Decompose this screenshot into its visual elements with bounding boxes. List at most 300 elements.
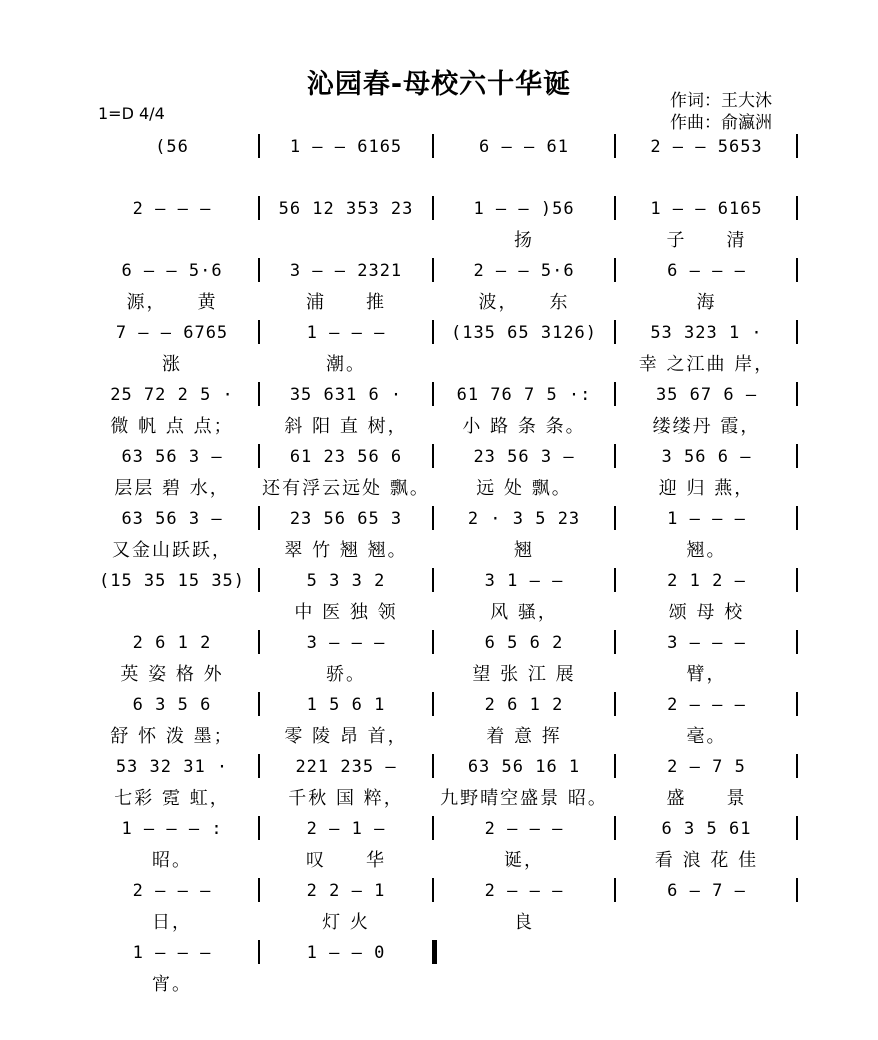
lyric-text: 七彩 霓 虹， (114, 788, 230, 809)
key-signature: 1=D 4/4 (98, 104, 165, 123)
measure-notes (262, 132, 430, 162)
notation-row (0, 256, 878, 286)
measure-lyrics (262, 782, 430, 812)
score-system (0, 876, 878, 936)
measure-lyrics (86, 410, 258, 440)
lyric-text: 望 张 江 展 (472, 664, 576, 685)
barline (614, 878, 616, 902)
measure-notes (262, 814, 430, 844)
measure-notes (436, 380, 612, 410)
lyric-row (0, 286, 878, 316)
lyric-row (0, 472, 878, 502)
note-text: (56 (155, 137, 189, 157)
barline (796, 258, 798, 282)
measure-lyrics (86, 534, 258, 564)
measure-lyrics (436, 472, 612, 502)
measure-notes (436, 752, 612, 782)
barline (258, 568, 260, 592)
measure-notes (436, 876, 612, 906)
barline (614, 444, 616, 468)
measure-notes (86, 194, 258, 224)
measure-lyrics (618, 534, 795, 564)
lyric-text: 良 (514, 912, 534, 933)
measure-lyrics (618, 844, 795, 874)
note-text: 5 3 3 2 (306, 571, 386, 591)
barline (432, 754, 434, 778)
note-text: 3 56 6 — (661, 447, 752, 467)
lyric-text: 昭。 (152, 850, 192, 871)
note-text: 35 67 6 — (655, 385, 758, 405)
lyric-row (0, 348, 878, 378)
measure-lyrics (86, 472, 258, 502)
barline (796, 196, 798, 220)
measure-notes (618, 194, 795, 224)
note-text: 1 — — 6165 (289, 137, 403, 157)
barline (258, 692, 260, 716)
lyric-text: 小 路 条 条。 (462, 416, 586, 437)
barline (258, 134, 260, 158)
note-text: 53 32 31 · (115, 757, 229, 777)
lyric-text: 翘 (514, 540, 534, 561)
barline (432, 630, 434, 654)
measure-notes (86, 690, 258, 720)
measure-lyrics (436, 286, 612, 316)
barline (258, 196, 260, 220)
barline (796, 382, 798, 406)
note-text: 2 — 7 5 (667, 757, 746, 777)
measure-notes (86, 566, 258, 596)
barline (614, 506, 616, 530)
barline (614, 816, 616, 840)
notation-row (0, 814, 878, 844)
measure-lyrics (618, 410, 795, 440)
score-system (0, 442, 878, 502)
barline (258, 258, 260, 282)
barline (432, 196, 434, 220)
note-text: 2 2 — 1 (306, 881, 386, 901)
lyric-text: 浦 推 (306, 292, 386, 313)
measure-lyrics (618, 472, 795, 502)
lyric-text: 叹 华 (306, 850, 386, 871)
measure-notes (262, 566, 430, 596)
measure-lyrics (618, 286, 795, 316)
measure-notes (262, 628, 430, 658)
measure-notes (436, 566, 612, 596)
measure-lyrics (86, 596, 258, 626)
composer-credit: 作曲：俞瀛洲 (670, 113, 772, 133)
score-system (0, 504, 878, 564)
lyric-text: 臂， (686, 664, 727, 685)
score-system (0, 256, 878, 316)
measure-lyrics (436, 534, 612, 564)
note-text: 2 — — — (484, 819, 564, 839)
measure-lyrics (262, 968, 430, 998)
score-system (0, 318, 878, 378)
measure-lyrics (262, 844, 430, 874)
measure-notes (436, 256, 612, 286)
note-text: 7 — — 6765 (115, 323, 229, 343)
lyric-row (0, 224, 878, 254)
measure-lyrics (262, 596, 430, 626)
lyric-text: 舒 怀 泼 墨； (110, 726, 234, 747)
barline (796, 134, 798, 158)
barline (614, 320, 616, 344)
note-text: 3 1 — — (484, 571, 564, 591)
score-system (0, 194, 878, 254)
measure-notes (436, 318, 612, 348)
lyric-row (0, 410, 878, 440)
measure-lyrics (618, 720, 795, 750)
lyric-text: 子 清 (666, 230, 747, 251)
measure-notes (262, 752, 430, 782)
measure-notes (618, 814, 795, 844)
note-text: 1 — — )56 (473, 199, 575, 219)
notation-row (0, 132, 878, 162)
measure-lyrics (436, 596, 612, 626)
note-text: 1 — — — (667, 509, 746, 529)
barline (796, 568, 798, 592)
measure-lyrics (262, 224, 430, 254)
final-barline (432, 940, 437, 964)
barline (258, 940, 260, 964)
note-text: 61 23 56 6 (289, 447, 403, 467)
measure-notes (618, 442, 795, 472)
note-text: 63 56 3 — (121, 447, 223, 467)
measure-lyrics (262, 348, 430, 378)
note-text: 3 — — — (667, 633, 746, 653)
lyric-text: 着 意 挥 (486, 726, 562, 747)
barline (796, 816, 798, 840)
lyric-row (0, 596, 878, 626)
barline (796, 878, 798, 902)
measure-lyrics (86, 844, 258, 874)
measure-notes (86, 442, 258, 472)
lyric-text: 翘。 (686, 540, 727, 561)
note-text: 61 76 7 5 ·: (456, 385, 592, 405)
measure-lyrics (262, 410, 430, 440)
barline (258, 382, 260, 406)
measure-notes (436, 690, 612, 720)
measure-lyrics (436, 906, 612, 936)
score-system (0, 132, 878, 192)
measure-notes (86, 132, 258, 162)
measure-lyrics (86, 286, 258, 316)
measure-notes (436, 814, 612, 844)
lyric-text: 还有浮云远处 飘。 (262, 478, 430, 499)
measure-lyrics (262, 720, 430, 750)
note-text: 6 3 5 6 (132, 695, 212, 715)
barline (258, 754, 260, 778)
lyric-text: 扬 (514, 230, 534, 251)
measure-notes (262, 504, 430, 534)
lyric-text: 风 骚， (490, 602, 558, 623)
lyric-text: 层层 碧 水， (114, 478, 230, 499)
barline (258, 816, 260, 840)
measure-lyrics (618, 224, 795, 254)
barline (432, 320, 434, 344)
lyric-text: 看 浪 花 佳 (654, 850, 759, 871)
notation-row (0, 318, 878, 348)
measure-lyrics (618, 348, 795, 378)
note-text: 6 3 5 61 (661, 819, 752, 839)
barline (432, 506, 434, 530)
barline (796, 444, 798, 468)
barline (614, 196, 616, 220)
measure-notes (86, 752, 258, 782)
measure-notes (618, 690, 795, 720)
lyric-text: 千秋 国 粹， (288, 788, 404, 809)
lyric-text: 迎 归 燕， (658, 478, 755, 499)
measure-lyrics (86, 162, 258, 192)
note-text: 2 — — — (484, 881, 564, 901)
measure-notes (86, 814, 258, 844)
barline (432, 816, 434, 840)
notation-row (0, 752, 878, 782)
lyric-text: 又金山跃跃， (112, 540, 232, 561)
measure-lyrics (262, 534, 430, 564)
measure-lyrics (618, 906, 795, 936)
measure-notes (436, 504, 612, 534)
note-text: 6 — — — (667, 261, 746, 281)
lyric-text: 缕缕丹 霞， (652, 416, 761, 437)
barline (432, 568, 434, 592)
measure-lyrics (86, 224, 258, 254)
note-text: 6 — 7 — (667, 881, 746, 901)
note-text: 2 — — 5·6 (473, 261, 575, 281)
measure-notes (86, 876, 258, 906)
note-text: 2 — — 5653 (650, 137, 763, 157)
barline (432, 258, 434, 282)
measure-notes (86, 318, 258, 348)
measure-lyrics (436, 224, 612, 254)
measure-lyrics (86, 782, 258, 812)
score-system (0, 752, 878, 812)
note-text: 6 5 6 2 (484, 633, 564, 653)
note-text: 1 — — — (306, 323, 386, 343)
measure-notes (618, 504, 795, 534)
page-title: 沁园春-母校六十华诞 (306, 69, 572, 100)
measure-notes (262, 318, 430, 348)
measure-notes (262, 256, 430, 286)
note-text: 35 631 6 · (289, 385, 403, 405)
note-text: 1 5 6 1 (306, 695, 386, 715)
lyric-row (0, 844, 878, 874)
lyric-text: 九野晴空盛景 昭。 (440, 788, 608, 809)
notation-row (0, 566, 878, 596)
note-text: 1 — — — : (121, 819, 223, 839)
barline (614, 568, 616, 592)
note-text: 2 · 3 5 23 (467, 509, 581, 529)
measure-lyrics (262, 472, 430, 502)
measure-notes (618, 380, 795, 410)
barline (432, 134, 434, 158)
lyric-row (0, 968, 878, 998)
lyric-text: 盛 景 (666, 788, 747, 809)
measure-lyrics (436, 348, 612, 378)
notation-row (0, 194, 878, 224)
measure-notes (86, 380, 258, 410)
measure-notes (618, 256, 795, 286)
barline (432, 878, 434, 902)
measure-notes (262, 938, 430, 968)
measure-lyrics (86, 906, 258, 936)
measure-lyrics (86, 968, 258, 998)
barline (614, 754, 616, 778)
note-text: 25 72 2 5 · (110, 385, 234, 405)
measure-lyrics (436, 162, 612, 192)
barline (796, 630, 798, 654)
lyric-row (0, 658, 878, 688)
note-text: 2 6 1 2 (132, 633, 212, 653)
notation-row (0, 938, 878, 968)
note-text: 63 56 3 — (121, 509, 223, 529)
score-system (0, 690, 878, 750)
measure-notes (436, 132, 612, 162)
barline (432, 444, 434, 468)
lyric-text: 零 陵 昂 首， (284, 726, 408, 747)
barline (432, 382, 434, 406)
measure-notes (262, 380, 430, 410)
measure-notes (86, 256, 258, 286)
measure-notes (436, 628, 612, 658)
lyric-text: 中 医 独 领 (294, 602, 398, 623)
measure-notes (262, 442, 430, 472)
lyric-row (0, 782, 878, 812)
measure-lyrics (618, 658, 795, 688)
measure-lyrics (436, 782, 612, 812)
lyric-row (0, 534, 878, 564)
measure-lyrics (86, 658, 258, 688)
lyric-text: 潮。 (326, 354, 366, 375)
note-text: 2 6 1 2 (484, 695, 564, 715)
lyric-text: 骄。 (326, 664, 366, 685)
lyric-text: 翠 竹 翘 翘。 (284, 540, 408, 561)
note-text: 1 — — — (132, 943, 212, 963)
score-system (0, 628, 878, 688)
barline (796, 506, 798, 530)
measure-lyrics (436, 720, 612, 750)
measure-notes (618, 318, 795, 348)
barline (258, 878, 260, 902)
barline (614, 258, 616, 282)
lyric-text: 灯 火 (322, 912, 370, 933)
lyric-text: 毫。 (686, 726, 727, 747)
measure-notes (262, 194, 430, 224)
note-text: (135 65 3126) (450, 323, 598, 343)
note-text: 1 — — 0 (306, 943, 386, 963)
note-text: 221 235 — (295, 757, 397, 777)
lyric-text: 微 帆 点 点； (110, 416, 234, 437)
score-system (0, 566, 878, 626)
score-system (0, 938, 878, 998)
note-text: 6 — — 61 (479, 137, 569, 157)
notation-row (0, 628, 878, 658)
measure-lyrics (262, 906, 430, 936)
barline (614, 134, 616, 158)
measure-lyrics (436, 410, 612, 440)
lyric-text: 诞， (504, 850, 544, 871)
note-text: 53 323 1 · (650, 323, 763, 343)
note-text: 23 56 3 — (473, 447, 575, 467)
measure-lyrics (262, 286, 430, 316)
measure-lyrics (618, 162, 795, 192)
measure-notes (86, 504, 258, 534)
lyric-text: 幸 之江曲 岸， (638, 354, 775, 375)
measure-notes (86, 628, 258, 658)
notation-row (0, 442, 878, 472)
notation-row (0, 876, 878, 906)
lyric-row (0, 906, 878, 936)
lyric-text: 波， 东 (478, 292, 570, 313)
note-text: 56 12 353 23 (278, 199, 414, 219)
note-text: 2 1 2 — (667, 571, 746, 591)
note-text: 2 — — — (667, 695, 746, 715)
note-text: 23 56 65 3 (289, 509, 403, 529)
measure-notes (436, 194, 612, 224)
measure-lyrics (262, 162, 430, 192)
barline (614, 382, 616, 406)
barline (258, 320, 260, 344)
barline (258, 630, 260, 654)
measure-notes (262, 690, 430, 720)
note-text: 3 — — 2321 (289, 261, 403, 281)
measure-lyrics (618, 782, 795, 812)
lyric-row (0, 162, 878, 192)
barline (796, 692, 798, 716)
measure-notes (618, 566, 795, 596)
barline (796, 754, 798, 778)
barline (258, 506, 260, 530)
notation-row (0, 504, 878, 534)
lyric-text: 源， 黄 (126, 292, 218, 313)
measure-lyrics (262, 658, 430, 688)
lyric-text: 颂 母 校 (668, 602, 745, 623)
measure-lyrics (86, 348, 258, 378)
measure-lyrics (618, 968, 795, 998)
measure-notes (262, 876, 430, 906)
measure-notes (618, 628, 795, 658)
barline (432, 692, 434, 716)
measure-notes (86, 938, 258, 968)
lyric-text: 涨 (162, 354, 182, 375)
note-text: 6 — — 5·6 (121, 261, 223, 281)
lyric-text: 海 (696, 292, 717, 313)
lyric-text: 日， (152, 912, 192, 933)
measure-lyrics (436, 658, 612, 688)
measure-lyrics (436, 844, 612, 874)
note-text: 2 — — — (132, 881, 212, 901)
notation-row (0, 690, 878, 720)
note-text: 2 — 1 — (306, 819, 386, 839)
note-text: 1 — — 6165 (650, 199, 763, 219)
lyricist-credit: 作词：王大沐 (670, 91, 772, 111)
measure-lyrics (86, 720, 258, 750)
score-system (0, 814, 878, 874)
barline (614, 630, 616, 654)
note-text: 63 56 16 1 (467, 757, 581, 777)
lyric-row (0, 720, 878, 750)
note-text: 3 — — — (306, 633, 386, 653)
note-text: (15 35 15 35) (98, 571, 246, 591)
measure-lyrics (436, 968, 612, 998)
lyric-text: 宵。 (152, 974, 192, 995)
lyric-text: 远 处 飘。 (476, 478, 572, 499)
measure-notes (436, 442, 612, 472)
measure-notes (618, 752, 795, 782)
notation-row (0, 380, 878, 410)
note-text: 2 — — — (132, 199, 212, 219)
lyric-text: 英 姿 格 外 (120, 664, 224, 685)
